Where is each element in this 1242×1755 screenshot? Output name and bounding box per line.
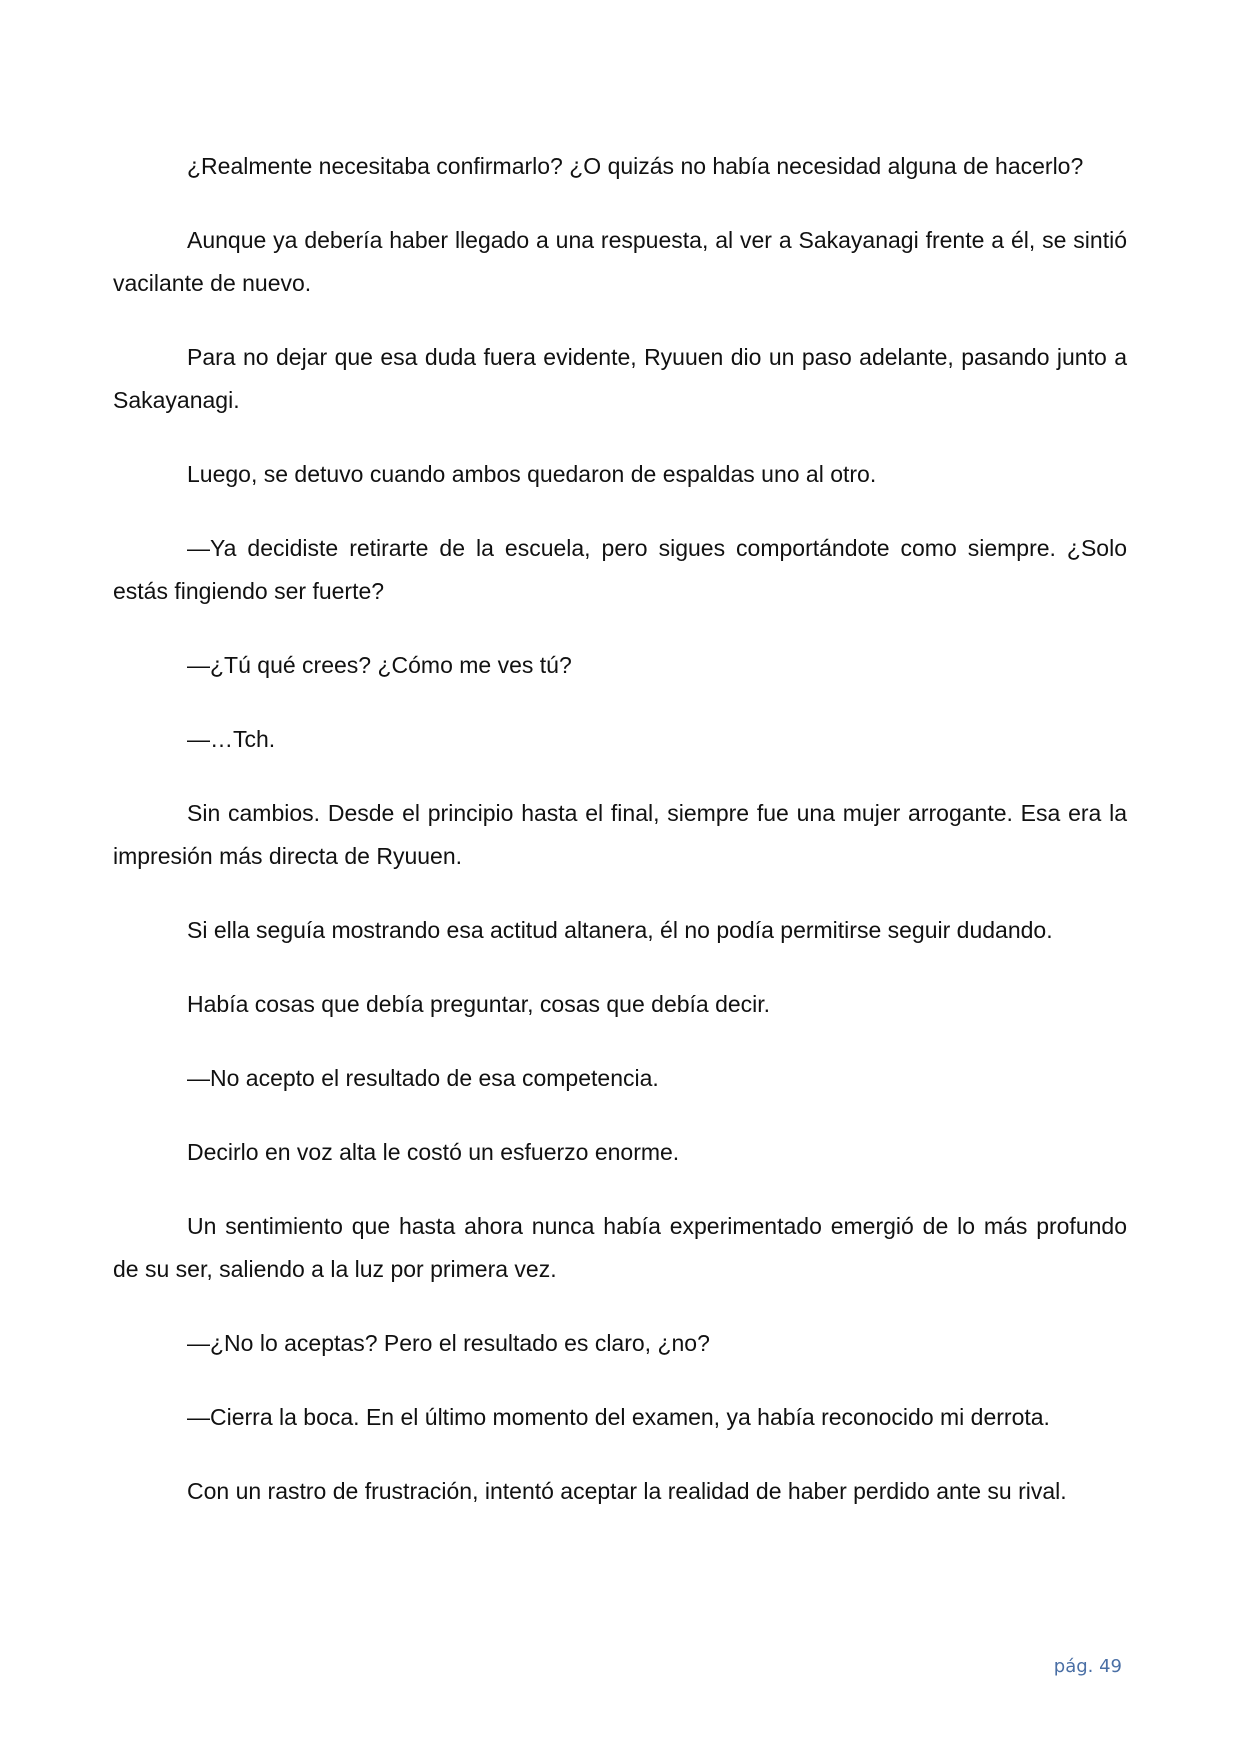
paragraph: Para no dejar que esa duda fuera evidente, Ryuuen dio un paso adelante, pasando junto a Sakayanagi. xyxy=(113,344,1127,413)
paragraph: Sin cambios. Desde el principio hasta el final, siempre fue una mujer arrogante. Esa era la impresión más directa de Ryuuen. xyxy=(113,800,1127,869)
paragraph: —No acepto el resultado de esa competencia. xyxy=(187,1065,659,1091)
paragraph: —…Tch. xyxy=(187,726,276,752)
paragraph: Un sentimiento que hasta ahora nunca había experimentado emergió de lo más profundo de su ser, saliendo a la luz por primera vez. xyxy=(113,1213,1127,1282)
paragraph: Aunque ya debería haber llegado a una respuesta, al ver a Sakayanagi frente a él, se sintió vacilante de nuevo. xyxy=(113,227,1127,296)
paragraph: —Ya decidiste retirarte de la escuela, pero sigues comportándote como siempre. ¿Solo estás fingiendo ser fuerte? xyxy=(113,535,1127,604)
document-body xyxy=(113,145,1127,1544)
paragraph: —Cierra la boca. En el último momento del examen, ya había reconocido mi derrota. xyxy=(187,1404,1050,1430)
paragraph: Decirlo en voz alta le costó un esfuerzo enorme. xyxy=(187,1139,680,1165)
paragraph: Con un rastro de frustración, intentó aceptar la realidad de haber perdido ante su rival. xyxy=(187,1478,1067,1504)
page-number: pág. 49 xyxy=(1053,1656,1122,1677)
paragraph: —¿Tú qué crees? ¿Cómo me ves tú? xyxy=(187,652,572,678)
paragraph: Había cosas que debía preguntar, cosas que debía decir. xyxy=(187,991,771,1017)
paragraph: —¿No lo aceptas? Pero el resultado es claro, ¿no? xyxy=(187,1330,710,1356)
paragraph: Si ella seguía mostrando esa actitud altanera, él no podía permitirse seguir dudando. xyxy=(187,917,1053,943)
paragraph: ¿Realmente necesitaba confirmarlo? ¿O quizás no había necesidad alguna de hacerlo? xyxy=(187,153,1084,179)
paragraph: Luego, se detuvo cuando ambos quedaron de espaldas uno al otro. xyxy=(187,461,877,487)
